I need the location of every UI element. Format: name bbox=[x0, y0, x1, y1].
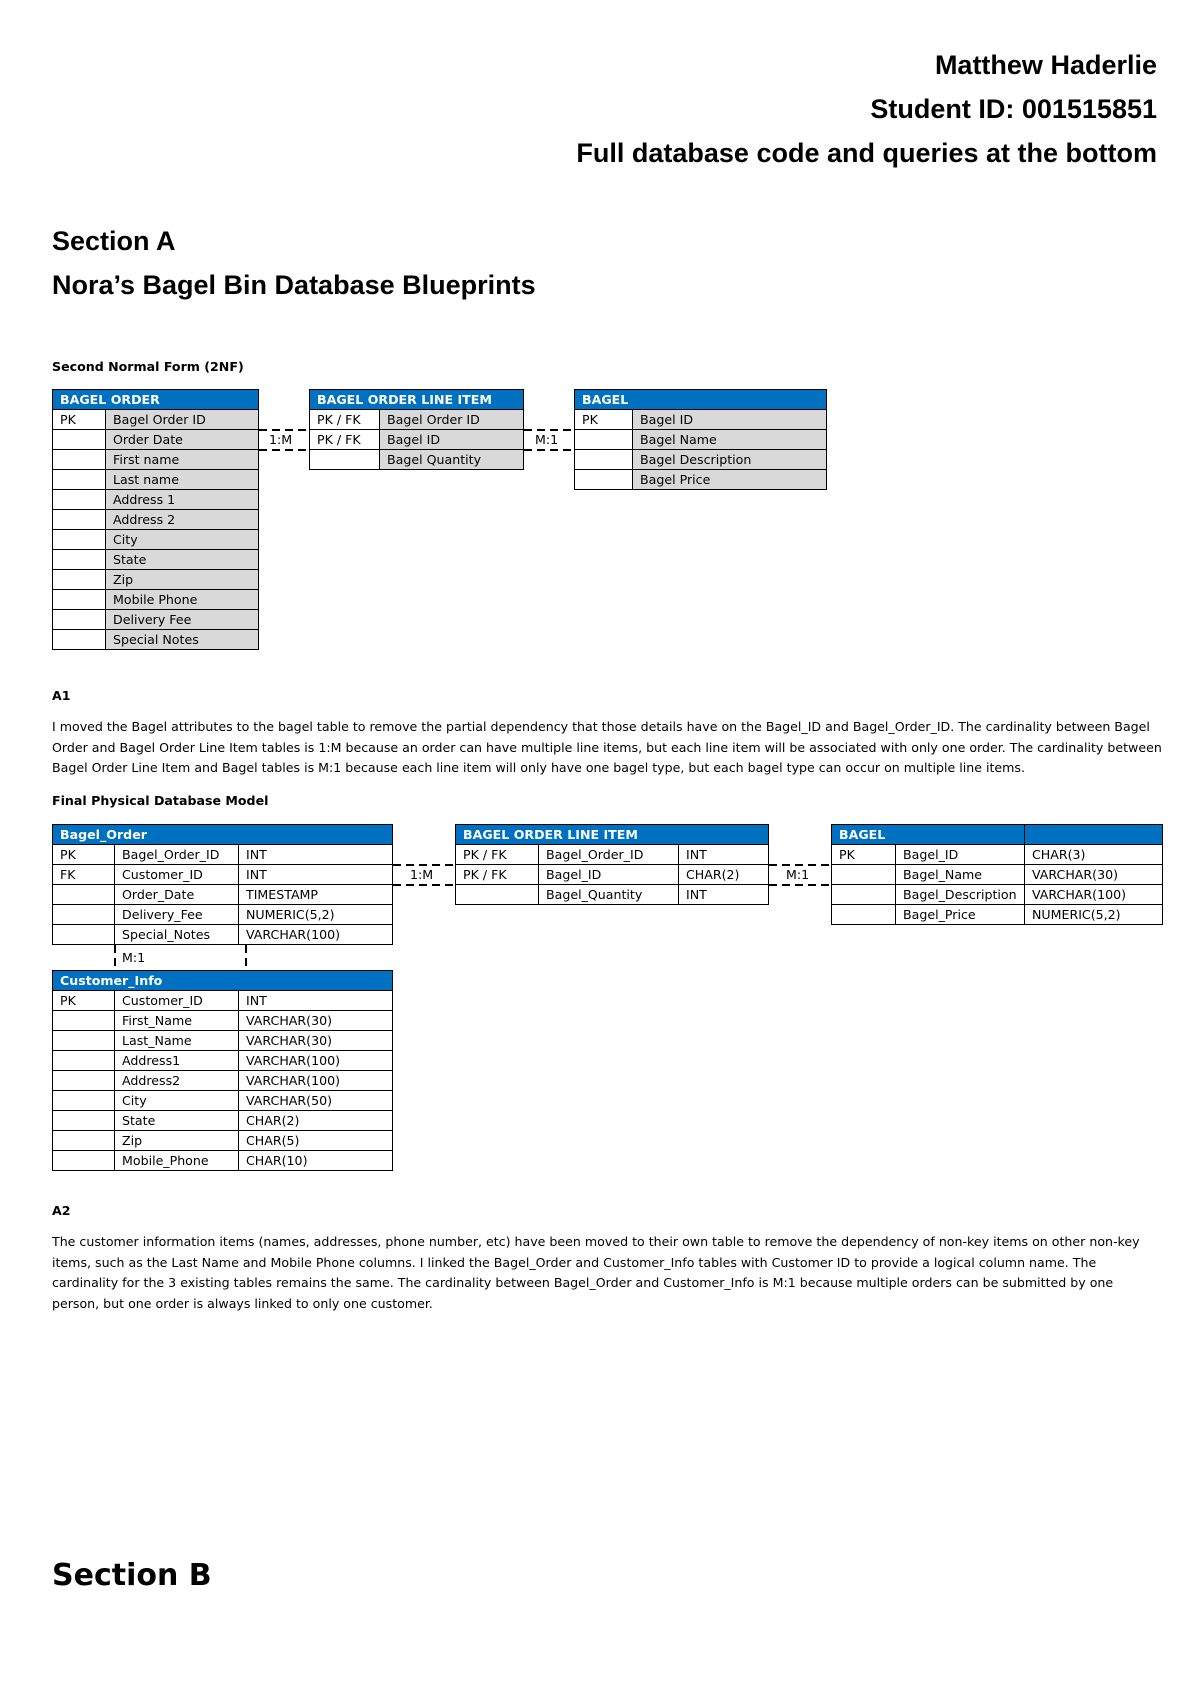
name-cell: Bagel Order ID bbox=[106, 410, 259, 430]
type-cell: VARCHAR(100) bbox=[239, 1071, 393, 1091]
table-row bbox=[456, 845, 769, 865]
name-cell: Bagel_Order_ID bbox=[539, 845, 679, 865]
name-cell: Last name bbox=[106, 470, 259, 490]
name-cell: Bagel_Quantity bbox=[539, 885, 679, 905]
author-name: Matthew Haderlie bbox=[934, 50, 1157, 80]
table-row bbox=[53, 450, 259, 470]
key-cell: PK / FK bbox=[456, 865, 539, 885]
table-title: BAGEL ORDER LINE ITEM bbox=[456, 825, 769, 845]
table-row bbox=[456, 885, 769, 905]
physical-line-item-table bbox=[455, 824, 769, 905]
table-row bbox=[53, 590, 259, 610]
nf2-line-item-table bbox=[309, 389, 524, 470]
type-cell: VARCHAR(30) bbox=[1025, 865, 1163, 885]
table-title: BAGEL bbox=[575, 390, 827, 410]
key-cell bbox=[53, 1151, 115, 1171]
key-cell bbox=[53, 1051, 115, 1071]
name-cell: Delivery Fee bbox=[106, 610, 259, 630]
table-row bbox=[53, 510, 259, 530]
key-cell bbox=[456, 885, 539, 905]
physical-card-order-line: 1:M bbox=[410, 867, 434, 882]
name-cell: Bagel_ID bbox=[539, 865, 679, 885]
key-cell bbox=[53, 630, 106, 650]
table-row bbox=[53, 1151, 393, 1171]
type-cell: VARCHAR(30) bbox=[239, 1011, 393, 1031]
key-cell bbox=[53, 1131, 115, 1151]
type-cell: VARCHAR(50) bbox=[239, 1091, 393, 1111]
physical-customer-info-table bbox=[52, 970, 393, 1171]
nf2-card-order-line: 1:M bbox=[269, 432, 293, 447]
key-cell bbox=[832, 865, 896, 885]
name-cell: Last_Name bbox=[115, 1031, 239, 1051]
nf2-bagel-table bbox=[574, 389, 827, 490]
name-cell: State bbox=[115, 1111, 239, 1131]
name-cell: Address1 bbox=[115, 1051, 239, 1071]
table-row bbox=[53, 530, 259, 550]
name-cell: State bbox=[106, 550, 259, 570]
table-row bbox=[310, 410, 524, 430]
key-cell bbox=[53, 885, 115, 905]
key-cell bbox=[575, 450, 633, 470]
key-cell: PK bbox=[53, 845, 115, 865]
table-row bbox=[53, 1031, 393, 1051]
physical-bagel-table bbox=[831, 824, 1163, 925]
table-header-row bbox=[53, 971, 393, 991]
name-cell: Zip bbox=[115, 1131, 239, 1151]
type-cell: TIMESTAMP bbox=[239, 885, 393, 905]
key-cell bbox=[53, 1071, 115, 1091]
nf2-bagel-order-table bbox=[52, 389, 259, 650]
type-cell: VARCHAR(100) bbox=[239, 925, 393, 945]
table-row bbox=[53, 570, 259, 590]
table-row bbox=[310, 430, 524, 450]
table-header-row bbox=[310, 390, 524, 410]
table-title: BAGEL ORDER bbox=[53, 390, 259, 410]
type-cell: CHAR(10) bbox=[239, 1151, 393, 1171]
key-cell bbox=[832, 885, 896, 905]
key-cell: PK bbox=[832, 845, 896, 865]
table-row bbox=[575, 450, 827, 470]
section-b-title: Section B bbox=[52, 1558, 212, 1593]
table-row bbox=[53, 1091, 393, 1111]
name-cell: City bbox=[115, 1091, 239, 1111]
key-cell bbox=[53, 590, 106, 610]
key-cell bbox=[53, 610, 106, 630]
table-row bbox=[832, 905, 1163, 925]
key-cell bbox=[53, 430, 106, 450]
key-cell bbox=[53, 1091, 115, 1111]
table-header-row bbox=[832, 825, 1163, 845]
key-cell bbox=[53, 925, 115, 945]
table-row bbox=[53, 1071, 393, 1091]
name-cell: Address 2 bbox=[106, 510, 259, 530]
type-cell: NUMERIC(5,2) bbox=[1025, 905, 1163, 925]
key-cell bbox=[53, 470, 106, 490]
type-cell: VARCHAR(100) bbox=[1025, 885, 1163, 905]
table-row bbox=[53, 1051, 393, 1071]
type-cell: CHAR(3) bbox=[1025, 845, 1163, 865]
key-cell bbox=[832, 905, 896, 925]
table-header-row bbox=[53, 825, 393, 845]
key-cell bbox=[53, 530, 106, 550]
table-title: Bagel_Order bbox=[53, 825, 393, 845]
table-row bbox=[53, 610, 259, 630]
type-cell: INT bbox=[679, 885, 769, 905]
name-cell: Bagel Quantity bbox=[380, 450, 524, 470]
table-header-row bbox=[53, 390, 259, 410]
nf2-label: Second Normal Form (2NF) bbox=[52, 359, 244, 374]
name-cell: Order_Date bbox=[115, 885, 239, 905]
table-row bbox=[53, 410, 259, 430]
name-cell: Customer_ID bbox=[115, 865, 239, 885]
type-cell: INT bbox=[239, 991, 393, 1011]
key-cell: PK / FK bbox=[310, 430, 380, 450]
table-title: BAGEL bbox=[832, 825, 1025, 845]
key-cell: PK bbox=[53, 991, 115, 1011]
name-cell: Address 1 bbox=[106, 490, 259, 510]
table-row bbox=[53, 470, 259, 490]
name-cell: Customer_ID bbox=[115, 991, 239, 1011]
key-cell bbox=[310, 450, 380, 470]
table-row bbox=[53, 1111, 393, 1131]
a2-label: A2 bbox=[52, 1203, 71, 1218]
name-cell: Bagel ID bbox=[633, 410, 827, 430]
name-cell: Bagel_ID bbox=[896, 845, 1025, 865]
name-cell: Order Date bbox=[106, 430, 259, 450]
type-cell: VARCHAR(100) bbox=[239, 1051, 393, 1071]
name-cell: First_Name bbox=[115, 1011, 239, 1031]
table-row bbox=[832, 865, 1163, 885]
table-row bbox=[53, 630, 259, 650]
table-row bbox=[53, 490, 259, 510]
physical-label: Final Physical Database Model bbox=[52, 793, 269, 808]
name-cell: Delivery_Fee bbox=[115, 905, 239, 925]
key-cell bbox=[53, 1111, 115, 1131]
table-row bbox=[53, 1131, 393, 1151]
table-row bbox=[456, 865, 769, 885]
name-cell: Special Notes bbox=[106, 630, 259, 650]
key-cell bbox=[53, 570, 106, 590]
key-cell: PK bbox=[53, 410, 106, 430]
table-row bbox=[575, 470, 827, 490]
name-cell: Bagel_Name bbox=[896, 865, 1025, 885]
section-a-subtitle: Nora’s Bagel Bin Database Blueprints bbox=[52, 270, 536, 300]
a1-text: I moved the Bagel attributes to the bagel table to remove the partial dependency that those details have on the Bagel_ID and Bagel_Order_ID. The cardinality between Bagel Order and Bagel Order Line Item tables is 1:M because an order can have multiple line items, but each line item will be associated with only one order. The cardinality between Bagel Order Line Item and Bagel tables is M:1 because each line item will only have one bagel type, but each bagel type can occur on multiple line items. bbox=[52, 719, 1162, 776]
table-header-row bbox=[456, 825, 769, 845]
section-a-title: Section A bbox=[52, 226, 176, 256]
a2-text: The customer information items (names, addresses, phone number, etc) have been moved to their own table to remove the dependency of non-key items on other non-key items, such as the Last Name and Mobile Phone columns. I linked the Bagel_Order and Customer_Info tables with Customer ID to provide a logical column name. The cardinality for the 3 existing tables remains the same. The cardinality between Bagel_Order and Customer_Info is M:1 because multiple orders can be submitted by one person, but one order is always linked to only one customer. bbox=[52, 1234, 1140, 1311]
key-cell: FK bbox=[53, 865, 115, 885]
table-row bbox=[310, 450, 524, 470]
key-cell bbox=[53, 450, 106, 470]
physical-bagel-order-table bbox=[52, 824, 393, 945]
name-cell: Mobile_Phone bbox=[115, 1151, 239, 1171]
table-row bbox=[575, 410, 827, 430]
student-id: Student ID: 001515851 bbox=[870, 94, 1157, 124]
table-row bbox=[53, 430, 259, 450]
table-row bbox=[53, 845, 393, 865]
key-cell: PK / FK bbox=[310, 410, 380, 430]
name-cell: First name bbox=[106, 450, 259, 470]
name-cell: Zip bbox=[106, 570, 259, 590]
name-cell: Address2 bbox=[115, 1071, 239, 1091]
table-row bbox=[832, 845, 1163, 865]
physical-card-order-customer: M:1 bbox=[122, 950, 146, 965]
key-cell bbox=[53, 905, 115, 925]
table-title-blank bbox=[1025, 825, 1163, 845]
key-cell bbox=[53, 490, 106, 510]
table-row bbox=[53, 925, 393, 945]
a1-label: A1 bbox=[52, 688, 71, 703]
type-cell: VARCHAR(30) bbox=[239, 1031, 393, 1051]
name-cell: Bagel ID bbox=[380, 430, 524, 450]
table-row bbox=[53, 885, 393, 905]
name-cell: Bagel_Description bbox=[896, 885, 1025, 905]
type-cell: CHAR(5) bbox=[239, 1131, 393, 1151]
header-note: Full database code and queries at the bottom bbox=[576, 138, 1157, 168]
name-cell: Bagel Description bbox=[633, 450, 827, 470]
key-cell bbox=[53, 1031, 115, 1051]
name-cell: Bagel Order ID bbox=[380, 410, 524, 430]
key-cell: PK bbox=[575, 410, 633, 430]
table-header-row bbox=[575, 390, 827, 410]
table-title: Customer_Info bbox=[53, 971, 393, 991]
key-cell bbox=[53, 1011, 115, 1031]
nf2-card-line-bagel: M:1 bbox=[535, 432, 559, 447]
name-cell: Bagel_Order_ID bbox=[115, 845, 239, 865]
table-row bbox=[53, 991, 393, 1011]
physical-card-line-bagel: M:1 bbox=[786, 867, 810, 882]
key-cell: PK / FK bbox=[456, 845, 539, 865]
type-cell: INT bbox=[239, 845, 393, 865]
table-row bbox=[575, 430, 827, 450]
name-cell: Mobile Phone bbox=[106, 590, 259, 610]
name-cell: Special_Notes bbox=[115, 925, 239, 945]
key-cell bbox=[575, 430, 633, 450]
table-title: BAGEL ORDER LINE ITEM bbox=[310, 390, 524, 410]
name-cell: Bagel Name bbox=[633, 430, 827, 450]
key-cell bbox=[575, 470, 633, 490]
name-cell: City bbox=[106, 530, 259, 550]
table-row bbox=[53, 550, 259, 570]
table-row bbox=[53, 865, 393, 885]
type-cell: INT bbox=[239, 865, 393, 885]
key-cell bbox=[53, 510, 106, 530]
table-row bbox=[832, 885, 1163, 905]
type-cell: INT bbox=[679, 845, 769, 865]
type-cell: CHAR(2) bbox=[679, 865, 769, 885]
table-row bbox=[53, 1011, 393, 1031]
name-cell: Bagel Price bbox=[633, 470, 827, 490]
key-cell bbox=[53, 550, 106, 570]
name-cell: Bagel_Price bbox=[896, 905, 1025, 925]
table-row bbox=[53, 905, 393, 925]
type-cell: NUMERIC(5,2) bbox=[239, 905, 393, 925]
type-cell: CHAR(2) bbox=[239, 1111, 393, 1131]
